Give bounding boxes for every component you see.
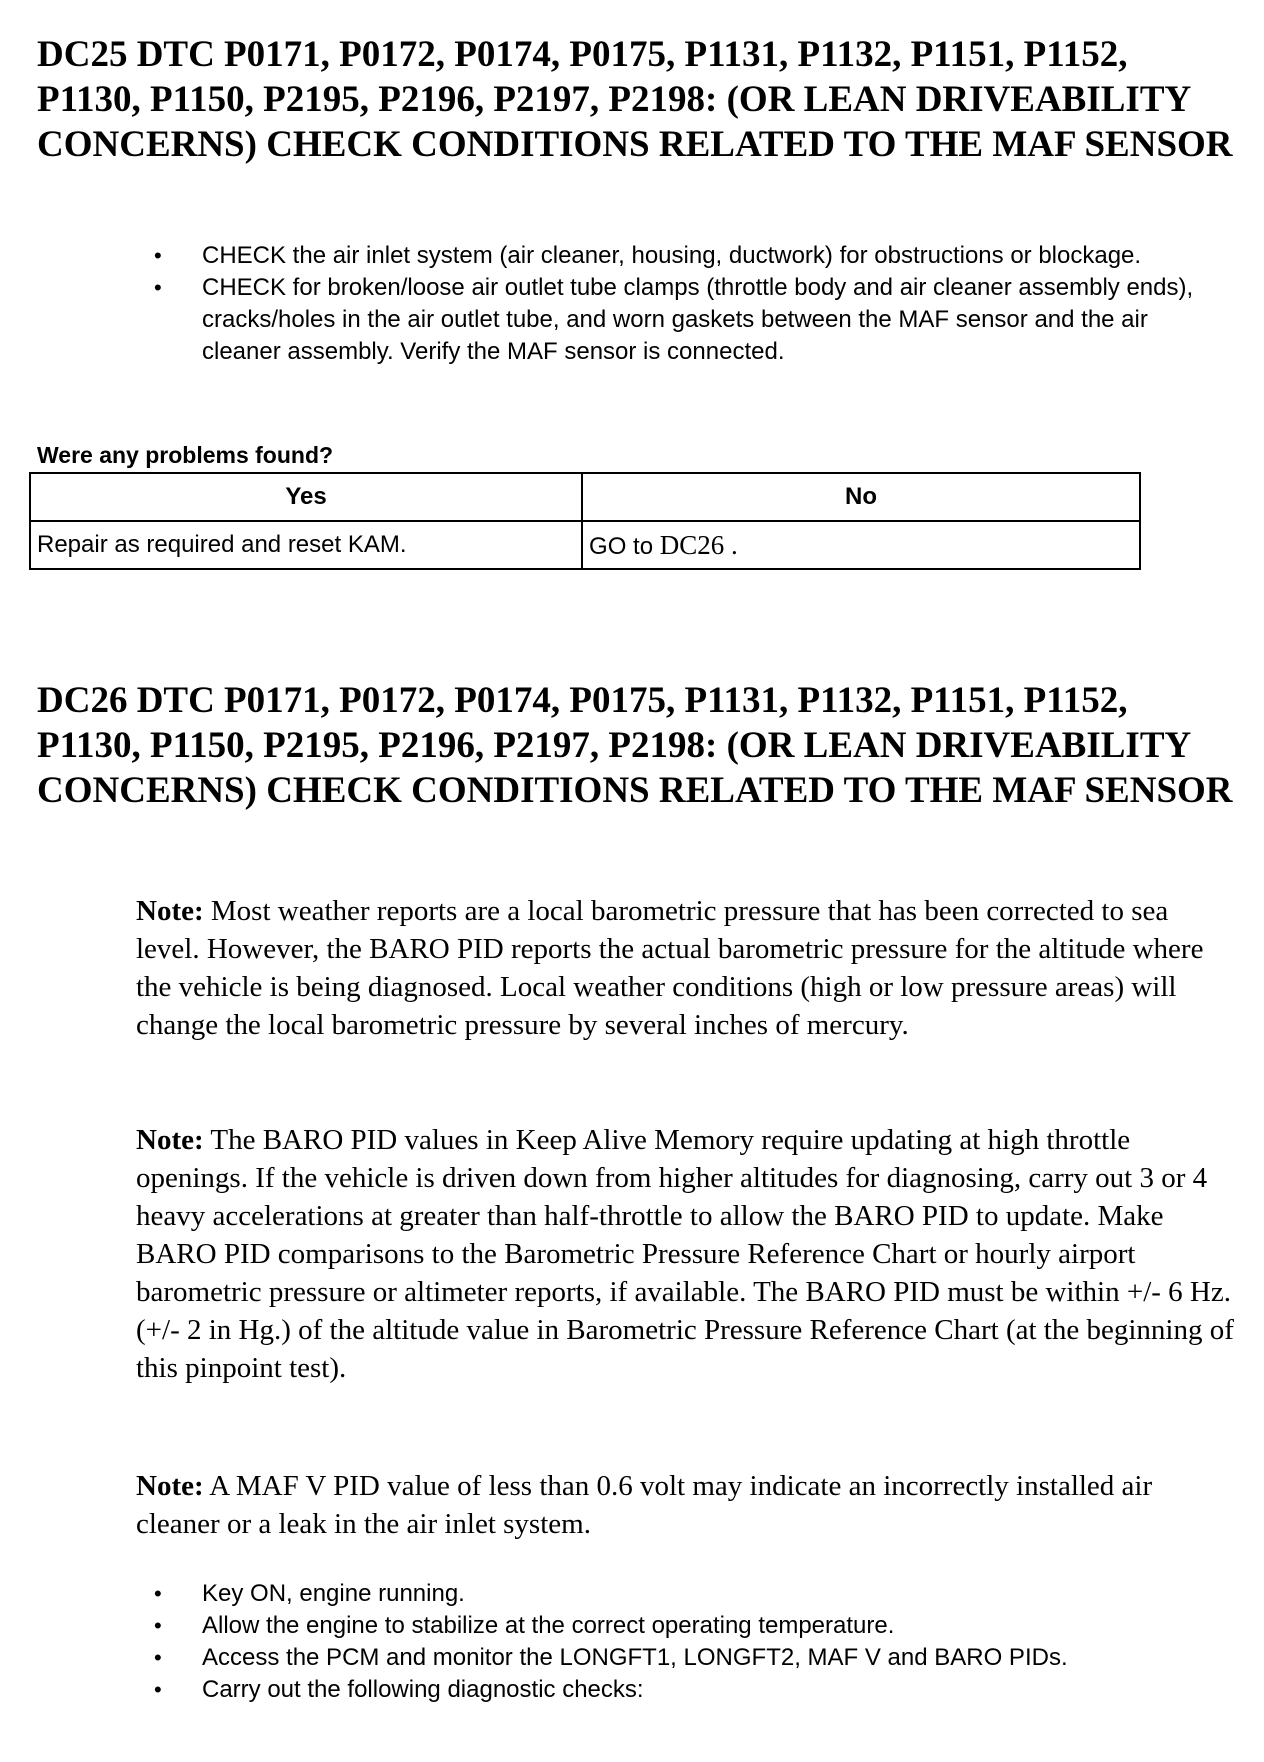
- go-to-label: GO to: [589, 532, 660, 560]
- list-item: [150, 1610, 1230, 1642]
- note-text: A MAF V PID value of less than 0.6 volt may indicate an incorrectly installed air cleaner or a leak in the air inlet system.: [136, 1470, 1153, 1540]
- bullet-text: Carry out the following diagnostic checks:: [202, 1676, 644, 1703]
- note-label: Note:: [136, 1470, 204, 1502]
- list-item: [150, 272, 1230, 368]
- dc26-heading: DC26 DTC P0171, P0172, P0174, P0175, P1131, P1132, P1151, P1152, P1130, P1150, P2195, P2196, P2197, P2198: (OR LEAN DRIVEABILITY CONCERNS) CHECK CONDITIONS RELATED TO THE MAF SENSOR: [37, 680, 1233, 811]
- yes-action-cell: Repair as required and reset KAM.: [30, 521, 582, 569]
- list-item: [150, 1578, 1230, 1610]
- dc26-link[interactable]: DC26: [659, 529, 725, 560]
- no-action-cell: [582, 521, 1140, 569]
- bullet-icon: •: [154, 275, 162, 300]
- table-row: [30, 521, 1140, 569]
- note-baro-weather: [136, 892, 1236, 1044]
- bullet-text: Access the PCM and monitor the LONGFT1, LONGFT2, MAF V and BARO PIDs.: [202, 1644, 1068, 1671]
- bullet-text: CHECK the air inlet system (air cleaner, housing, ductwork) for obstructions or blockage.: [202, 242, 1142, 269]
- note-label: Note:: [136, 1124, 204, 1156]
- bullet-text: Key ON, engine running.: [202, 1580, 465, 1607]
- bullet-icon: •: [154, 1677, 162, 1702]
- bullet-icon: •: [154, 1581, 162, 1606]
- bullet-icon: •: [154, 243, 162, 268]
- list-item: [150, 1642, 1230, 1674]
- dc25-bullet-list: [150, 240, 1230, 368]
- bullet-text: CHECK for broken/loose air outlet tube clamps (throttle body and air cleaner assembly ends), cracks/holes in the air outlet tube, and worn gaskets between the MAF sensor and the air cleaner assembly. Verify the MAF sensor is connected.: [202, 274, 1194, 365]
- bullet-icon: •: [154, 1645, 162, 1670]
- dc25-question: Were any problems found?: [37, 442, 334, 468]
- note-baro-kam: [136, 1121, 1236, 1387]
- dc26-bullet-list: [150, 1578, 1230, 1706]
- dc25-heading: DC25 DTC P0171, P0172, P0174, P0175, P1131, P1132, P1151, P1152, P1130, P1150, P2195, P2196, P2197, P2198: (OR LEAN DRIVEABILITY CONCERNS) CHECK CONDITIONS RELATED TO THE MAF SENSOR: [37, 34, 1233, 165]
- note-label: Note:: [136, 895, 204, 927]
- note-text: The BARO PID values in Keep Alive Memory require updating at high throttle openings. If the vehicle is driven down from higher altitudes for diagnosing, carry out 3 or 4 heavy accelerations at greater than half-throttle to allow the BARO PID to update. Make BARO PID comparisons to the Barometric Pressure Reference Chart or hourly airport barometric pressure or altimeter reports, if available. The BARO PID must be within +/- 6 Hz. (+/- 2 in Hg.) of the altitude value in Barometric Pressure Reference Chart (at the beginning of this pinpoint test).: [136, 1124, 1234, 1384]
- no-header: No: [582, 473, 1140, 521]
- table-header-row: [30, 473, 1140, 521]
- decision-table: [29, 472, 1141, 570]
- period: .: [724, 529, 738, 560]
- yes-header: Yes: [30, 473, 582, 521]
- list-item: [150, 1674, 1230, 1706]
- note-text: Most weather reports are a local barometric pressure that has been corrected to sea level. However, the BARO PID reports the actual barometric pressure for the altitude where the vehicle is being diagnosed. Local weather conditions (high or low pressure areas) will change the local barometric pressure by several inches of mercury.: [136, 895, 1204, 1041]
- bullet-icon: •: [154, 1613, 162, 1638]
- note-maf-v: [136, 1467, 1236, 1543]
- list-item: [150, 240, 1230, 272]
- bullet-text: Allow the engine to stabilize at the correct operating temperature.: [202, 1612, 895, 1639]
